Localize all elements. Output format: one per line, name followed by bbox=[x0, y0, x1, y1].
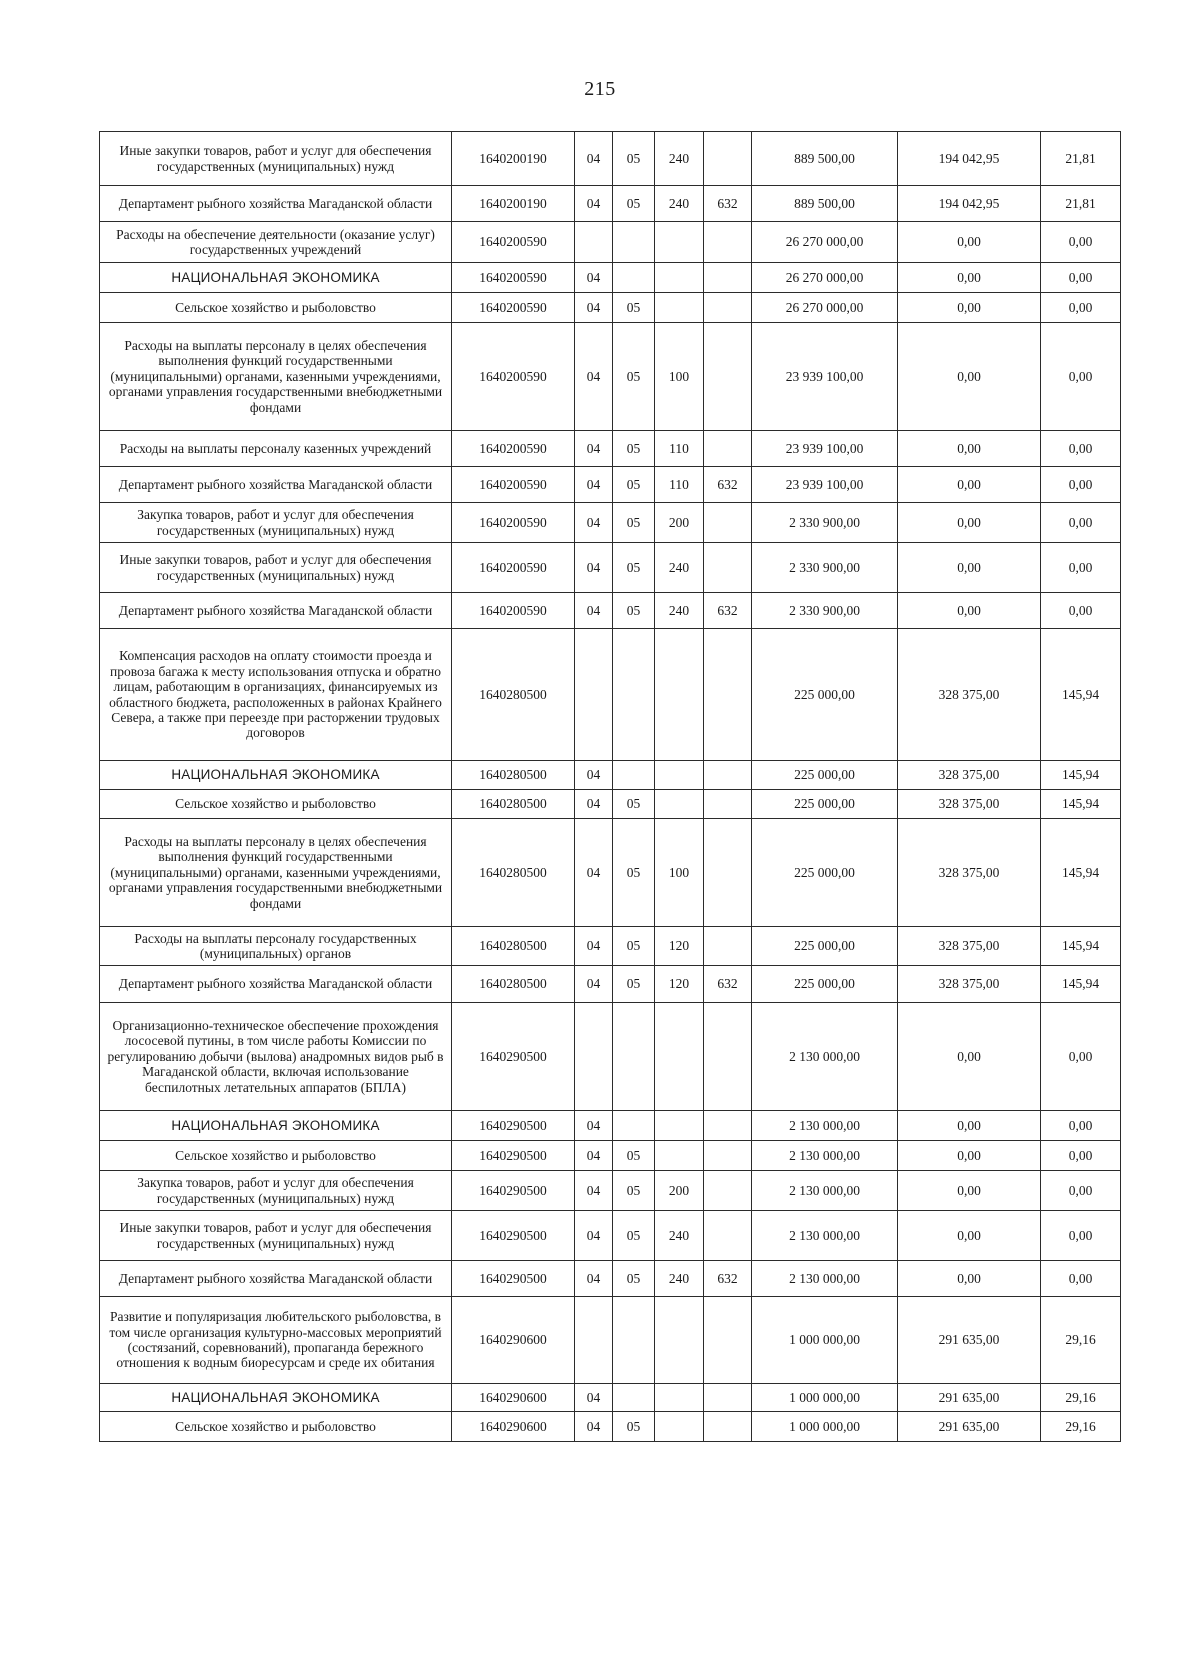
cell-expense-type: 110 bbox=[655, 431, 704, 467]
cell-section: 04 bbox=[575, 1171, 613, 1211]
cell-name: Департамент рыбного хозяйства Магаданской области bbox=[100, 966, 452, 1003]
cell-section: 04 bbox=[575, 1111, 613, 1141]
cell-actual-amount: 328 375,00 bbox=[898, 966, 1041, 1003]
cell-plan-amount: 1 000 000,00 bbox=[752, 1384, 898, 1412]
cell-subsection: 05 bbox=[613, 593, 655, 629]
table-row bbox=[100, 819, 1121, 927]
table-row bbox=[100, 431, 1121, 467]
cell-section: 04 bbox=[575, 593, 613, 629]
cell-expense-type: 200 bbox=[655, 503, 704, 543]
cell-percent: 29,16 bbox=[1041, 1412, 1121, 1442]
cell-target-code: 1640200590 bbox=[452, 467, 575, 503]
cell-subsection: 05 bbox=[613, 503, 655, 543]
cell-target-code: 1640290500 bbox=[452, 1111, 575, 1141]
cell-section: 04 bbox=[575, 790, 613, 819]
cell-plan-amount: 2 130 000,00 bbox=[752, 1141, 898, 1171]
cell-name: Департамент рыбного хозяйства Магаданской области bbox=[100, 467, 452, 503]
cell-admin-code bbox=[704, 431, 752, 467]
cell-target-code: 1640200590 bbox=[452, 431, 575, 467]
cell-percent: 0,00 bbox=[1041, 1003, 1121, 1111]
cell-expense-type: 240 bbox=[655, 543, 704, 593]
cell-plan-amount: 23 939 100,00 bbox=[752, 467, 898, 503]
page-number: 215 bbox=[584, 78, 616, 100]
cell-admin-code bbox=[704, 543, 752, 593]
cell-target-code: 1640200590 bbox=[452, 323, 575, 431]
cell-percent: 145,94 bbox=[1041, 761, 1121, 790]
cell-target-code: 1640280500 bbox=[452, 790, 575, 819]
cell-target-code: 1640200590 bbox=[452, 593, 575, 629]
cell-actual-amount: 0,00 bbox=[898, 431, 1041, 467]
cell-section bbox=[575, 629, 613, 761]
cell-expense-type: 120 bbox=[655, 927, 704, 966]
cell-percent: 145,94 bbox=[1041, 819, 1121, 927]
cell-name: Компенсация расходов на оплату стоимости проезда и провоза багажа к месту использования отпуска и обратно лицам, работающим в организациях, финансируемых из областного бюджета, расположенных в районах Крайнего Севера, а также при переезде при расторжении трудовых договоров bbox=[100, 629, 452, 761]
cell-plan-amount: 225 000,00 bbox=[752, 819, 898, 927]
cell-percent: 0,00 bbox=[1041, 1261, 1121, 1297]
cell-target-code: 1640200590 bbox=[452, 543, 575, 593]
cell-plan-amount: 2 130 000,00 bbox=[752, 1171, 898, 1211]
table-row bbox=[100, 1412, 1121, 1442]
cell-percent: 21,81 bbox=[1041, 132, 1121, 186]
cell-target-code: 1640290500 bbox=[452, 1211, 575, 1261]
cell-percent: 29,16 bbox=[1041, 1384, 1121, 1412]
cell-expense-type bbox=[655, 263, 704, 293]
table-row bbox=[100, 467, 1121, 503]
cell-subsection: 05 bbox=[613, 186, 655, 222]
cell-section: 04 bbox=[575, 1261, 613, 1297]
cell-expense-type: 240 bbox=[655, 593, 704, 629]
table-row bbox=[100, 263, 1121, 293]
cell-section: 04 bbox=[575, 966, 613, 1003]
cell-section: 04 bbox=[575, 263, 613, 293]
cell-section: 04 bbox=[575, 503, 613, 543]
table-row bbox=[100, 761, 1121, 790]
cell-actual-amount: 328 375,00 bbox=[898, 927, 1041, 966]
cell-actual-amount: 0,00 bbox=[898, 1003, 1041, 1111]
cell-percent: 0,00 bbox=[1041, 263, 1121, 293]
cell-name: Сельское хозяйство и рыболовство bbox=[100, 1141, 452, 1171]
cell-section: 04 bbox=[575, 761, 613, 790]
cell-plan-amount: 889 500,00 bbox=[752, 186, 898, 222]
cell-actual-amount: 194 042,95 bbox=[898, 132, 1041, 186]
cell-admin-code bbox=[704, 927, 752, 966]
cell-name: Закупка товаров, работ и услуг для обеспечения государственных (муниципальных) нужд bbox=[100, 1171, 452, 1211]
cell-section: 04 bbox=[575, 1412, 613, 1442]
cell-admin-code bbox=[704, 222, 752, 263]
cell-expense-type: 100 bbox=[655, 819, 704, 927]
cell-actual-amount: 291 635,00 bbox=[898, 1297, 1041, 1384]
cell-expense-type: 120 bbox=[655, 966, 704, 1003]
cell-actual-amount: 328 375,00 bbox=[898, 819, 1041, 927]
table-row bbox=[100, 1261, 1121, 1297]
cell-section: 04 bbox=[575, 186, 613, 222]
cell-actual-amount: 0,00 bbox=[898, 293, 1041, 323]
cell-subsection: 05 bbox=[613, 467, 655, 503]
cell-name: Расходы на выплаты персоналу государственных (муниципальных) органов bbox=[100, 927, 452, 966]
cell-expense-type: 240 bbox=[655, 132, 704, 186]
cell-section bbox=[575, 1297, 613, 1384]
cell-section bbox=[575, 222, 613, 263]
cell-target-code: 1640290600 bbox=[452, 1384, 575, 1412]
cell-name: Расходы на обеспечение деятельности (оказание услуг) государственных учреждений bbox=[100, 222, 452, 263]
cell-section: 04 bbox=[575, 1384, 613, 1412]
cell-section: 04 bbox=[575, 1211, 613, 1261]
cell-admin-code bbox=[704, 1297, 752, 1384]
cell-actual-amount: 0,00 bbox=[898, 1141, 1041, 1171]
cell-target-code: 1640280500 bbox=[452, 629, 575, 761]
cell-admin-code: 632 bbox=[704, 186, 752, 222]
cell-expense-type bbox=[655, 790, 704, 819]
cell-plan-amount: 2 130 000,00 bbox=[752, 1111, 898, 1141]
cell-plan-amount: 225 000,00 bbox=[752, 790, 898, 819]
cell-plan-amount: 2 330 900,00 bbox=[752, 593, 898, 629]
cell-expense-type bbox=[655, 1141, 704, 1171]
cell-admin-code bbox=[704, 1003, 752, 1111]
cell-expense-type: 100 bbox=[655, 323, 704, 431]
cell-admin-code bbox=[704, 1412, 752, 1442]
cell-expense-type bbox=[655, 1111, 704, 1141]
cell-plan-amount: 23 939 100,00 bbox=[752, 323, 898, 431]
cell-expense-type: 110 bbox=[655, 467, 704, 503]
table-row bbox=[100, 966, 1121, 1003]
table-row bbox=[100, 1141, 1121, 1171]
cell-actual-amount: 0,00 bbox=[898, 467, 1041, 503]
cell-percent: 0,00 bbox=[1041, 503, 1121, 543]
table-row bbox=[100, 593, 1121, 629]
cell-target-code: 1640290500 bbox=[452, 1003, 575, 1111]
cell-name: Сельское хозяйство и рыболовство bbox=[100, 790, 452, 819]
cell-name: Департамент рыбного хозяйства Магаданской области bbox=[100, 186, 452, 222]
cell-target-code: 1640290500 bbox=[452, 1141, 575, 1171]
cell-name: Иные закупки товаров, работ и услуг для обеспечения государственных (муниципальных) нужд bbox=[100, 1211, 452, 1261]
cell-name: НАЦИОНАЛЬНАЯ ЭКОНОМИКА bbox=[100, 263, 452, 293]
cell-admin-code: 632 bbox=[704, 966, 752, 1003]
cell-actual-amount: 0,00 bbox=[898, 1261, 1041, 1297]
table-row bbox=[100, 1211, 1121, 1261]
cell-subsection bbox=[613, 1111, 655, 1141]
cell-expense-type bbox=[655, 1412, 704, 1442]
cell-actual-amount: 291 635,00 bbox=[898, 1384, 1041, 1412]
cell-percent: 0,00 bbox=[1041, 431, 1121, 467]
cell-percent: 145,94 bbox=[1041, 790, 1121, 819]
cell-expense-type bbox=[655, 629, 704, 761]
cell-plan-amount: 225 000,00 bbox=[752, 629, 898, 761]
cell-actual-amount: 0,00 bbox=[898, 593, 1041, 629]
cell-subsection: 05 bbox=[613, 1141, 655, 1171]
cell-name: НАЦИОНАЛЬНАЯ ЭКОНОМИКА bbox=[100, 1384, 452, 1412]
cell-section: 04 bbox=[575, 431, 613, 467]
cell-section bbox=[575, 1003, 613, 1111]
cell-section: 04 bbox=[575, 467, 613, 503]
cell-target-code: 1640280500 bbox=[452, 966, 575, 1003]
cell-expense-type: 200 bbox=[655, 1171, 704, 1211]
cell-expense-type bbox=[655, 1297, 704, 1384]
table-row bbox=[100, 222, 1121, 263]
cell-percent: 145,94 bbox=[1041, 629, 1121, 761]
cell-admin-code bbox=[704, 1211, 752, 1261]
cell-name: Департамент рыбного хозяйства Магаданской области bbox=[100, 593, 452, 629]
cell-name: Развитие и популяризация любительского рыболовства, в том числе организация культурно-массовых мероприятий (состязаний, соревнований), пропаганда бережного отношения к водным биоресурсам и среде их обитания bbox=[100, 1297, 452, 1384]
cell-subsection bbox=[613, 1384, 655, 1412]
cell-plan-amount: 2 330 900,00 bbox=[752, 543, 898, 593]
cell-percent: 0,00 bbox=[1041, 1111, 1121, 1141]
cell-plan-amount: 2 130 000,00 bbox=[752, 1003, 898, 1111]
cell-plan-amount: 23 939 100,00 bbox=[752, 431, 898, 467]
cell-admin-code bbox=[704, 819, 752, 927]
cell-section: 04 bbox=[575, 1141, 613, 1171]
cell-target-code: 1640280500 bbox=[452, 819, 575, 927]
cell-target-code: 1640280500 bbox=[452, 761, 575, 790]
table-row bbox=[100, 927, 1121, 966]
cell-name: Расходы на выплаты персоналу в целях обеспечения выполнения функций государственными (муниципальными) органами, казенными учреждениями, органами управления государственными внебюджетными фондами bbox=[100, 323, 452, 431]
cell-admin-code bbox=[704, 263, 752, 293]
cell-percent: 0,00 bbox=[1041, 543, 1121, 593]
cell-actual-amount: 0,00 bbox=[898, 1171, 1041, 1211]
cell-subsection: 05 bbox=[613, 790, 655, 819]
cell-admin-code: 632 bbox=[704, 1261, 752, 1297]
table-row bbox=[100, 186, 1121, 222]
cell-subsection: 05 bbox=[613, 819, 655, 927]
cell-name: Закупка товаров, работ и услуг для обеспечения государственных (муниципальных) нужд bbox=[100, 503, 452, 543]
cell-admin-code bbox=[704, 293, 752, 323]
cell-plan-amount: 889 500,00 bbox=[752, 132, 898, 186]
cell-name: Расходы на выплаты персоналу в целях обеспечения выполнения функций государственными (муниципальными) органами, казенными учреждениями, органами управления государственными внебюджетными фондами bbox=[100, 819, 452, 927]
cell-admin-code bbox=[704, 761, 752, 790]
cell-percent: 0,00 bbox=[1041, 293, 1121, 323]
cell-plan-amount: 1 000 000,00 bbox=[752, 1297, 898, 1384]
cell-actual-amount: 0,00 bbox=[898, 323, 1041, 431]
cell-target-code: 1640200590 bbox=[452, 293, 575, 323]
cell-subsection bbox=[613, 761, 655, 790]
cell-plan-amount: 225 000,00 bbox=[752, 966, 898, 1003]
cell-target-code: 1640280500 bbox=[452, 927, 575, 966]
cell-subsection bbox=[613, 263, 655, 293]
cell-expense-type: 240 bbox=[655, 1211, 704, 1261]
cell-plan-amount: 26 270 000,00 bbox=[752, 293, 898, 323]
cell-expense-type: 240 bbox=[655, 186, 704, 222]
cell-name: Иные закупки товаров, работ и услуг для обеспечения государственных (муниципальных) нужд bbox=[100, 132, 452, 186]
cell-actual-amount: 328 375,00 bbox=[898, 629, 1041, 761]
cell-name: НАЦИОНАЛЬНАЯ ЭКОНОМИКА bbox=[100, 761, 452, 790]
cell-subsection: 05 bbox=[613, 132, 655, 186]
cell-admin-code: 632 bbox=[704, 467, 752, 503]
cell-actual-amount: 0,00 bbox=[898, 503, 1041, 543]
cell-percent: 0,00 bbox=[1041, 593, 1121, 629]
cell-admin-code bbox=[704, 132, 752, 186]
table-row bbox=[100, 1384, 1121, 1412]
cell-target-code: 1640200590 bbox=[452, 222, 575, 263]
cell-actual-amount: 0,00 bbox=[898, 263, 1041, 293]
cell-percent: 0,00 bbox=[1041, 1171, 1121, 1211]
cell-percent: 0,00 bbox=[1041, 323, 1121, 431]
table-row bbox=[100, 293, 1121, 323]
budget-table bbox=[99, 131, 1121, 1442]
table-row bbox=[100, 629, 1121, 761]
cell-subsection: 05 bbox=[613, 323, 655, 431]
cell-name: Сельское хозяйство и рыболовство bbox=[100, 1412, 452, 1442]
cell-expense-type bbox=[655, 293, 704, 323]
cell-subsection: 05 bbox=[613, 1211, 655, 1261]
cell-admin-code bbox=[704, 1384, 752, 1412]
cell-name: Сельское хозяйство и рыболовство bbox=[100, 293, 452, 323]
cell-actual-amount: 0,00 bbox=[898, 1111, 1041, 1141]
table-row bbox=[100, 543, 1121, 593]
cell-expense-type bbox=[655, 222, 704, 263]
cell-subsection bbox=[613, 1003, 655, 1111]
cell-target-code: 1640290500 bbox=[452, 1171, 575, 1211]
cell-section: 04 bbox=[575, 543, 613, 593]
table-row bbox=[100, 1003, 1121, 1111]
cell-expense-type bbox=[655, 1384, 704, 1412]
cell-section: 04 bbox=[575, 132, 613, 186]
cell-expense-type: 240 bbox=[655, 1261, 704, 1297]
cell-plan-amount: 2 330 900,00 bbox=[752, 503, 898, 543]
cell-name: Организационно-техническое обеспечение прохождения лососевой путины, в том числе работы Комиссии по регулированию добычи (вылова) анадромных видов рыб в Магаданской области, включая использование беспилотных летательных аппаратов (БПЛА) bbox=[100, 1003, 452, 1111]
cell-subsection bbox=[613, 629, 655, 761]
cell-admin-code bbox=[704, 629, 752, 761]
cell-plan-amount: 26 270 000,00 bbox=[752, 222, 898, 263]
cell-actual-amount: 0,00 bbox=[898, 1211, 1041, 1261]
cell-target-code: 1640200190 bbox=[452, 132, 575, 186]
cell-actual-amount: 328 375,00 bbox=[898, 790, 1041, 819]
cell-expense-type bbox=[655, 1003, 704, 1111]
cell-name: Иные закупки товаров, работ и услуг для обеспечения государственных (муниципальных) нужд bbox=[100, 543, 452, 593]
cell-plan-amount: 2 130 000,00 bbox=[752, 1261, 898, 1297]
cell-percent: 145,94 bbox=[1041, 927, 1121, 966]
cell-subsection: 05 bbox=[613, 293, 655, 323]
cell-actual-amount: 0,00 bbox=[898, 543, 1041, 593]
cell-admin-code bbox=[704, 503, 752, 543]
cell-admin-code bbox=[704, 1141, 752, 1171]
cell-subsection: 05 bbox=[613, 1171, 655, 1211]
cell-subsection: 05 bbox=[613, 431, 655, 467]
cell-subsection: 05 bbox=[613, 927, 655, 966]
cell-target-code: 1640200190 bbox=[452, 186, 575, 222]
cell-name: Департамент рыбного хозяйства Магаданской области bbox=[100, 1261, 452, 1297]
cell-plan-amount: 26 270 000,00 bbox=[752, 263, 898, 293]
cell-plan-amount: 225 000,00 bbox=[752, 761, 898, 790]
cell-plan-amount: 2 130 000,00 bbox=[752, 1211, 898, 1261]
cell-percent: 29,16 bbox=[1041, 1297, 1121, 1384]
cell-percent: 145,94 bbox=[1041, 966, 1121, 1003]
cell-plan-amount: 225 000,00 bbox=[752, 927, 898, 966]
cell-plan-amount: 1 000 000,00 bbox=[752, 1412, 898, 1442]
cell-admin-code bbox=[704, 1171, 752, 1211]
cell-target-code: 1640290500 bbox=[452, 1261, 575, 1297]
cell-target-code: 1640200590 bbox=[452, 503, 575, 543]
budget-table-body bbox=[100, 132, 1121, 1442]
cell-target-code: 1640200590 bbox=[452, 263, 575, 293]
cell-admin-code: 632 bbox=[704, 593, 752, 629]
cell-subsection: 05 bbox=[613, 1412, 655, 1442]
cell-actual-amount: 0,00 bbox=[898, 222, 1041, 263]
cell-actual-amount: 328 375,00 bbox=[898, 761, 1041, 790]
table-row bbox=[100, 503, 1121, 543]
cell-actual-amount: 194 042,95 bbox=[898, 186, 1041, 222]
table-row bbox=[100, 1297, 1121, 1384]
table-row bbox=[100, 323, 1121, 431]
table-row bbox=[100, 132, 1121, 186]
table-row bbox=[100, 1171, 1121, 1211]
table-row bbox=[100, 790, 1121, 819]
cell-actual-amount: 291 635,00 bbox=[898, 1412, 1041, 1442]
cell-section: 04 bbox=[575, 927, 613, 966]
cell-subsection: 05 bbox=[613, 543, 655, 593]
cell-section: 04 bbox=[575, 819, 613, 927]
table-row bbox=[100, 1111, 1121, 1141]
cell-subsection: 05 bbox=[613, 966, 655, 1003]
cell-name: НАЦИОНАЛЬНАЯ ЭКОНОМИКА bbox=[100, 1111, 452, 1141]
cell-section: 04 bbox=[575, 323, 613, 431]
cell-admin-code bbox=[704, 1111, 752, 1141]
cell-target-code: 1640290600 bbox=[452, 1297, 575, 1384]
cell-percent: 0,00 bbox=[1041, 1141, 1121, 1171]
cell-name: Расходы на выплаты персоналу казенных учреждений bbox=[100, 431, 452, 467]
cell-admin-code bbox=[704, 323, 752, 431]
cell-target-code: 1640290600 bbox=[452, 1412, 575, 1442]
cell-admin-code bbox=[704, 790, 752, 819]
cell-subsection: 05 bbox=[613, 1261, 655, 1297]
cell-percent: 21,81 bbox=[1041, 186, 1121, 222]
cell-percent: 0,00 bbox=[1041, 1211, 1121, 1261]
cell-expense-type bbox=[655, 761, 704, 790]
cell-subsection bbox=[613, 222, 655, 263]
cell-subsection bbox=[613, 1297, 655, 1384]
cell-percent: 0,00 bbox=[1041, 467, 1121, 503]
cell-section: 04 bbox=[575, 293, 613, 323]
cell-percent: 0,00 bbox=[1041, 222, 1121, 263]
